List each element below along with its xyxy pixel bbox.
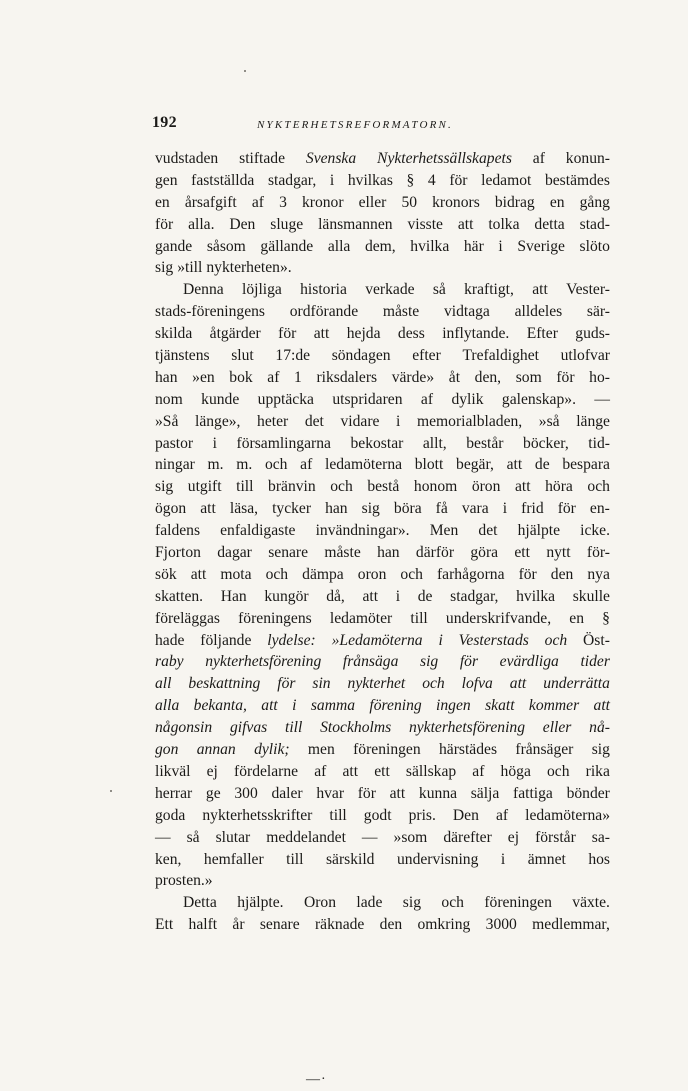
text-line: för alla. Den sluge länsmannen visste att tolka detta stad- — [155, 215, 610, 233]
page-speck — [110, 790, 112, 792]
text-line: gon annan dylik; men föreningen härstädes frånsäger sig — [155, 741, 610, 759]
text-line: Ett halft år senare räknade den omkring 3000 medlemmar, — [155, 916, 610, 934]
paragraph — [155, 892, 610, 936]
text-line: faldens enfaldigaste invändningar». Men det hjälpte icke. — [155, 522, 610, 540]
text-line: Fjorton dagar senare måste han därför göra ett nytt för- — [155, 544, 610, 562]
text-line: Detta hjälpte. Oron lade sig och föreningen växte. — [183, 894, 610, 912]
text-line: all beskattning för sin nykterhet och lofva att underrätta — [155, 675, 610, 693]
page-header — [152, 112, 612, 134]
text-line: ningar m. m. och af ledamöterna blott begär, att de bespara — [155, 456, 610, 474]
text-line: tjänstens slut 17:de söndagen efter Trefaldighet utlofvar — [155, 347, 610, 365]
paragraph — [155, 148, 610, 279]
text-line: han »en bok af 1 riksdalers värde» åt den, som för ho- — [155, 368, 610, 386]
text-line: någonsin gifvas till Stockholms nykterhetsförening eller nå- — [155, 719, 610, 737]
text-line: ögon att läsa, tycker han sig böra få vara i frid för en- — [155, 500, 610, 518]
paragraph — [155, 279, 610, 892]
text-line: en årsafgift af 3 kronor eller 50 kronors bidrag en gång — [155, 193, 610, 211]
text-line: nom kunde upptäcka utspridaren af dylik galenskap». — — [155, 390, 610, 408]
text-line: herrar ge 300 daler hvar för att kunna sälja fattiga bönder — [155, 784, 610, 802]
text-line: gen fastställda stadgar, i hvilkas § 4 för ledamot bestämdes — [155, 171, 610, 189]
text-line: pastor i församlingarna bekostar allt, består böcker, tid- — [155, 434, 610, 452]
text-line: gande såsom gällande alla dem, hvilka här i Sverige slöto — [155, 237, 610, 255]
text-line: föreläggas föreningens ledamöter till underskrifvande, en § — [155, 609, 610, 627]
text-line: ken, hemfaller till särskild undervisning i ämnet hos — [155, 850, 610, 868]
text-line: raby nykterhetsförening frånsäga sig för evärdliga tider — [155, 653, 610, 671]
page-number: 192 — [152, 114, 177, 131]
text-line: alla bekanta, att i samma förening ingen skatt kommer att — [155, 697, 610, 715]
text-line: hade följande lydelse: »Ledamöterna i Vesterstads och Öst- — [155, 631, 610, 649]
text-line: prosten.» — [155, 872, 213, 890]
text-line: goda nykterhetsskrifter till godt pris. Den af ledamöterna» — [155, 806, 610, 824]
text-line: vudstaden stiftade Svenska Nykterhetssällskapets af konun- — [155, 150, 610, 167]
text-line: — så slutar meddelandet — »som därefter ej förstår sa- — [155, 828, 610, 846]
running-title: NYKTERHETSREFORMATORN. — [257, 119, 453, 131]
text-line: »Så länge», heter det vidare i memorialbladen, »så länge — [155, 412, 610, 430]
page-speck — [244, 70, 246, 72]
text-line: sig utgift till bränvin och bestå honom öron att höra och — [155, 478, 610, 496]
text-line: skatten. Han kungör då, att i de stadgar, hvilka skulle — [155, 587, 610, 605]
text-line: sök att mota och dämpa oron och farhågorna för den nya — [155, 565, 610, 583]
text-line: Denna löjliga historia verkade så kraftigt, att Vester- — [183, 281, 610, 299]
text-line: sig »till nykterheten». — [155, 259, 292, 277]
text-line: skilda åtgärder för att hejda dess inflytande. Efter guds- — [155, 325, 610, 343]
text-line: stads-föreningens ordförande måste vidtaga alldeles sär- — [155, 303, 610, 321]
text-line: likväl ej fördelarne af att ett sällskap af höga och rika — [155, 762, 610, 780]
body-text — [155, 148, 610, 936]
footer-mark: —· — [306, 1072, 327, 1087]
